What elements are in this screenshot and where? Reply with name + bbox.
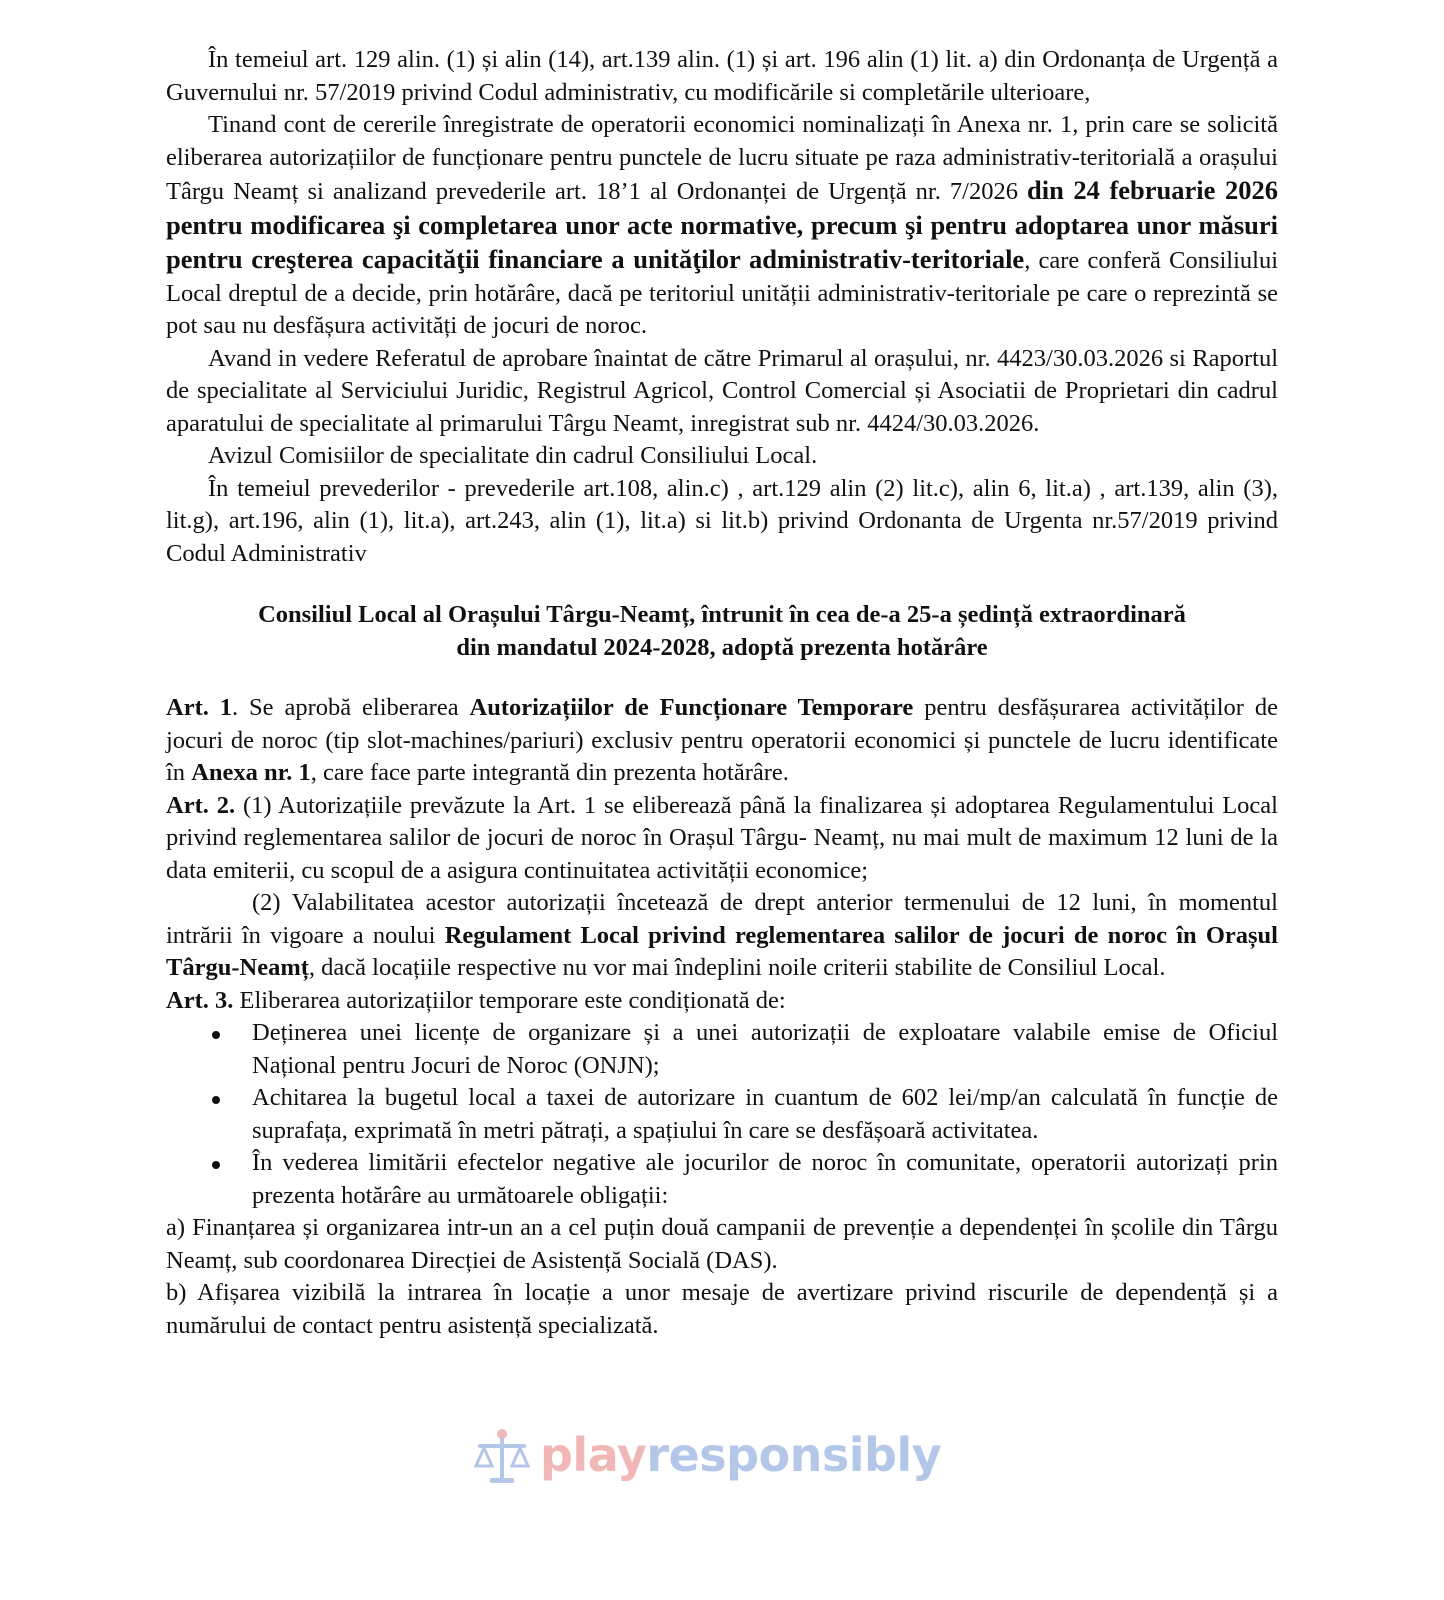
- art1-label: Art. 1: [166, 694, 233, 721]
- art1-text-1: . Se aprobă eliberarea: [232, 694, 470, 721]
- article-2-paragraph-1: [166, 790, 1278, 888]
- art3-label: Art. 3.: [166, 986, 234, 1014]
- preamble-p2-bold: din 24 februarie 2026 pentru modificarea şi completarea unor acte normative, precum şi pentru adoptarea unor măsuri pentru creşterea capacităţii financiare a unităţilor administrativ-teritoriale: [166, 175, 1278, 274]
- watermark-text: [540, 1428, 941, 1482]
- preamble-p2-end: , care conferă Consiliului Local dreptul de a decide, prin hotărâre, dacă pe teritoriul unității administrativ-teritoriale pe care o reprezintă se pot sau nu desfășura activități de jocuri de noroc.: [166, 247, 1278, 339]
- art2-p2-text: (2) Valabilitatea acestor autorizații încetează de drept anterior termenului de 12 luni, în momentul intrării în vigoare a noului: [166, 889, 1278, 949]
- art3-bullet-list: [166, 1017, 1278, 1212]
- bullet-icon: [212, 1096, 220, 1104]
- watermark-logo: [470, 1424, 1030, 1494]
- bullet-text: Achitarea la bugetul local a taxei de autorizare in cuantum de 602 lei/mp/an calculată în funcție de suprafața, exprimată în metri pătrați, a spațiului în care se desfășoară activitatea.: [252, 1084, 1278, 1144]
- preamble-p2-text: Tinand cont de cererile înregistrate de operatorii economici nominalizați în Anexa nr. 1, prin care se solicită eliberarea autorizațiilor de funcționare pentru punctele de lucru situate pe raza administrativ-teritorială a orașului Târgu Neamț si analizand prevederile art. 18’1 al Ordonanței de Urgență nr. 7/2026: [166, 111, 1278, 205]
- article-1: [166, 692, 1278, 790]
- watermark-text-responsibly: responsibly: [646, 1428, 942, 1482]
- art2-p2-end: , dacă locațiile respective nu vor mai îndeplini noile criterii stabilite de Consiliul Local.: [308, 954, 1166, 981]
- art1-bold-1: Autorizațiilor de Funcționare Temporare: [469, 694, 914, 721]
- art2-label: Art. 2.: [166, 791, 236, 819]
- document-page: [166, 44, 1278, 1342]
- list-item: [166, 1082, 1278, 1147]
- art3-intro-text: Eliberarea autorizațiilor temporare este condiționată de:: [233, 986, 786, 1014]
- scales-icon: [470, 1426, 534, 1490]
- bullet-icon: [212, 1031, 220, 1039]
- watermark-text-play: play: [540, 1428, 647, 1482]
- list-item: [166, 1147, 1278, 1212]
- list-item: [166, 1017, 1278, 1082]
- heading-line-2: din mandatul 2024-2028, adoptă prezenta hotărâre: [456, 634, 988, 661]
- art1-text-2: pentru desfășurarea activităților de jocuri de noroc (tip slot-machines/pariuri) exclusiv pentru operatorii economici și punctele de lucru identificate în: [166, 694, 1278, 786]
- article-2-paragraph-2: [166, 887, 1278, 985]
- preamble-paragraph-2: [166, 109, 1278, 343]
- bullet-icon: [212, 1161, 220, 1169]
- art2-p2-bold: Regulament Local privind reglementarea salilor de jocuri de noroc în Orașul Târgu-Neamț: [166, 921, 1278, 981]
- art1-text-3: , care face parte integrantă din prezenta hotărâre.: [310, 759, 789, 786]
- bullet-text: Deținerea unei licențe de organizare și a unei autorizații de exploatare valabile emise de Oficiul Național pentru Jocuri de Noroc (ONJN);: [252, 1019, 1278, 1079]
- bullet-text: În vederea limitării efectelor negative ale jocurilor de noroc în comunitate, operatorii autorizați prin prezenta hotărâre au următoarele obligații:: [252, 1149, 1278, 1209]
- preamble-paragraph-5: În temeiul prevederilor - prevederile art.108, alin.c) , art.129 alin (2) lit.c), alin 6, lit.a) , art.139, alin (3), lit.g), art.196, alin (1), lit.a), art.243, alin (1), lit.a) si lit.b) privind Ordonanta de Urgenta nr.57/2019 privind Codul Administrativ: [166, 474, 1278, 567]
- art3-item-a: a) Finanțarea și organizarea intr-un an a cel puțin două campanii de prevenție a dependenței în școlile din Târgu Neamț, sub coordonarea Direcției de Asistență Socială (DAS).: [166, 1214, 1278, 1274]
- article-3-intro: [166, 985, 1278, 1018]
- preamble-paragraph-1: În temeiul art. 129 alin. (1) și alin (14), art.139 alin. (1) și art. 196 alin (1) lit. a) din Ordonanța de Urgență a Guvernului nr. 57/2019 privind Codul administrativ, cu modificările si completările ulterioare,: [166, 46, 1278, 106]
- art2-p1-text: (1) Autorizațiile prevăzute la Art. 1 se eliberează până la finalizarea și adoptarea Regulamentului Local privind reglementarea salilor de jocuri de noroc în Orașul Târgu- Neamț, nu mai mult de maximum 12 luni de la data emiterii, cu scopul de a asigura continuitatea activității economice;: [166, 791, 1278, 884]
- art1-bold-2: Anexa nr. 1: [191, 759, 311, 786]
- heading-line-1: Consiliul Local al Orașului Târgu-Neamț, întrunit în cea de-a 25-a ședință extraordinară: [258, 601, 1186, 628]
- preamble-paragraph-4: Avizul Comisiilor de specialitate din cadrul Consiliului Local.: [208, 442, 818, 469]
- decision-heading: [166, 598, 1278, 664]
- art3-item-b: b) Afișarea vizibilă la intrarea în locație a unor mesaje de avertizare privind riscurile de dependență și a numărului de contact pentru asistență specializată.: [166, 1279, 1278, 1339]
- preamble-paragraph-3: Avand in vedere Referatul de aprobare înaintat de către Primarul al orașului, nr. 4423/30.03.2026 si Raportul de specialitate al Serviciului Juridic, Registrul Agricol, Control Comercial și Asociatii de Proprietari din cadrul aparatului de specialitate al primarului Târgu Neamt, inregistrat sub nr. 4424/30.03.2026.: [166, 344, 1278, 437]
